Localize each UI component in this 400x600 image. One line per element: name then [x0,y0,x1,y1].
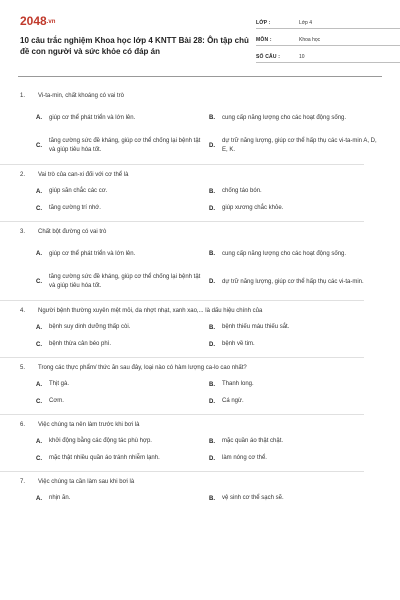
option-text: mặc thật nhiều quần áo tránh nhiễm lạnh. [49,455,160,461]
question-head [18,478,382,486]
question-text: Vai trò của can-xi đối với cơ thể là [38,172,129,178]
option-letter: A. [36,188,42,195]
option-letter: C. [36,143,42,149]
option-text: bệnh thiếu máu thiếu sắt. [222,324,290,330]
option-letter: D. [209,205,215,212]
option-text: dự trữ năng lượng, giúp cơ thể hấp thụ các vi-ta-min. [222,278,364,285]
option-letter: B. [209,438,215,445]
answer-option-c[interactable] [36,454,209,463]
answer-option-d[interactable] [209,454,382,463]
question-head [18,307,382,315]
header-divider [18,76,382,77]
question-text: Việc chúng ta nên làm trước khi bơi là [38,422,140,428]
option-text: mặc quần áo thật chật. [222,438,284,444]
option-text: bệnh về tim. [222,341,255,347]
answer-option-b[interactable] [209,323,382,332]
question-head [18,228,382,236]
option-text: vệ sinh cơ thể sạch sẽ. [222,495,284,501]
answer-option-c[interactable] [36,136,209,156]
question-head [18,171,382,179]
answer-option-c[interactable] [36,340,209,349]
answer-option-d[interactable] [209,136,382,156]
option-letter: B. [209,381,215,388]
question-separator [0,414,364,415]
question [18,421,382,471]
question [18,228,382,300]
option-letter: C. [36,205,42,212]
option-letter: D. [209,143,215,149]
question-number: 4. [20,308,26,314]
question-number: 1. [20,93,26,99]
answer-option-b[interactable] [209,187,382,196]
option-letter: C. [36,279,42,285]
option-text: giúp cơ thể phát triển và lớn lên. [49,250,136,257]
meta-row-grade [256,15,400,29]
meta-key: LỚP : [256,20,271,26]
options-grid [18,380,382,414]
question [18,171,382,221]
option-text: cung cấp năng lượng cho các hoạt động sống. [222,250,347,257]
question-text: Người bệnh thường xuyên mệt mỏi, da nhợt nhạt, xanh xao,... là dấu hiệu chính của [38,308,263,314]
question-separator [0,221,364,222]
question-number: 5. [20,365,26,371]
meta-value: 10 [299,54,305,60]
option-text: Thanh long. [222,381,254,387]
meta-row-count [256,49,400,63]
question-separator [0,164,364,165]
option-text: Thịt gà. [49,381,70,387]
option-text: bệnh thừa cân béo phì. [49,341,112,347]
question-number: 6. [20,422,26,428]
answer-option-a[interactable] [36,323,209,332]
answer-option-a[interactable] [36,494,209,503]
answer-option-a[interactable] [36,437,209,446]
document-header [18,10,382,76]
option-text: tăng cường trí nhớ. [49,205,101,211]
answer-option-b[interactable] [209,380,382,389]
option-text: cung cấp năng lượng cho các hoạt động sống. [222,114,347,121]
meta-value: Lớp 4 [299,20,313,26]
option-letter: D. [209,398,215,405]
option-letter: B. [209,188,215,195]
question-separator [0,300,364,301]
answer-option-b[interactable] [209,108,382,128]
option-letter: A. [36,324,42,331]
option-letter: C. [36,398,42,405]
question-number: 2. [20,172,26,178]
question-text: Việc chúng ta cần làm sau khi bơi là [38,479,135,485]
options-grid [18,494,382,511]
answer-option-c[interactable] [36,272,209,292]
option-text: khởi động bằng các động tác phù hợp. [49,438,152,444]
option-letter: B. [209,251,215,257]
answer-option-c[interactable] [36,397,209,406]
options-grid [18,323,382,357]
question [18,92,382,164]
option-letter: D. [209,341,215,348]
option-letter: B. [209,115,215,121]
answer-option-c[interactable] [36,204,209,213]
answer-option-d[interactable] [209,397,382,406]
options-grid [18,244,382,300]
option-text: tăng cường sức đề kháng, giúp cơ thể chống lại bệnh tật và giúp tiêu hóa tốt. [49,138,201,153]
option-text: giúp săn chắc các cơ. [49,188,108,194]
meta-row-subject [256,32,400,46]
option-text: giúp xương chắc khỏe. [222,205,284,211]
meta-key: SỐ CÂU : [256,54,281,60]
option-letter: A. [36,251,42,257]
answer-option-a[interactable] [36,187,209,196]
options-grid [18,437,382,471]
answer-option-d[interactable] [209,272,382,292]
option-letter: C. [36,455,42,462]
options-grid [18,187,382,221]
answer-option-a[interactable] [36,108,209,128]
site-logo[interactable] [20,14,55,28]
option-text: nhịn ăn. [49,495,71,501]
question [18,307,382,357]
meta-key: MÔN : [256,37,272,43]
option-letter: B. [209,324,215,331]
options-grid [18,108,382,164]
question-list [18,80,382,511]
option-letter: A. [36,495,42,502]
logo-text: 2048 [20,14,47,28]
question-head [18,421,382,429]
logo-suffix: .vn [46,19,56,25]
document-meta [256,15,400,66]
option-letter: D. [209,455,215,462]
question-head [18,92,382,100]
option-letter: A. [36,115,42,121]
option-text: tăng cường sức đề kháng, giúp cơ thể chống lại bệnh tật và giúp tiêu hóa tốt. [49,274,201,289]
option-letter: B. [209,495,215,502]
option-text: dự trữ năng lượng, giúp cơ thể hấp thụ các vi-ta-min A, D, E, K. [222,138,377,153]
question-text: Vi-ta-min, chất khoáng có vai trò [38,93,124,99]
answer-option-a[interactable] [36,244,209,264]
option-letter: D. [209,279,215,285]
option-text: Cá ngừ. [222,398,244,404]
question-separator [0,357,364,358]
question-text: Chất bột đường có vai trò [38,229,107,235]
answer-option-b[interactable] [209,437,382,446]
question-number: 3. [20,229,26,235]
option-text: Cơm. [49,398,64,404]
answer-option-b[interactable] [209,494,382,503]
question [18,364,382,414]
option-text: giúp cơ thể phát triển và lớn lên. [49,114,136,121]
option-letter: A. [36,438,42,445]
option-letter: C. [36,341,42,348]
answer-option-a[interactable] [36,380,209,389]
document-title: 10 câu trắc nghiệm Khoa học lớp 4 KNTT Bài 28: Ôn tập chủ đề con người và sức khỏe có đáp án [20,36,249,56]
option-text: chống táo bón. [222,188,262,194]
meta-value: Khoa học [299,37,321,43]
option-letter: A. [36,381,42,388]
question-text: Trong các thực phẩm/ thức ăn sau đây, loại nào có hàm lượng ca-lo cao nhất? [38,365,247,371]
question-number: 7. [20,479,26,485]
question [18,478,382,511]
answer-option-d[interactable] [209,204,382,213]
answer-option-d[interactable] [209,340,382,349]
answer-option-b[interactable] [209,244,382,264]
question-separator [0,471,364,472]
question-head [18,364,382,372]
option-text: bệnh suy dinh dưỡng thấp còi. [49,324,131,330]
option-text: làm nóng cơ thể. [222,455,267,461]
